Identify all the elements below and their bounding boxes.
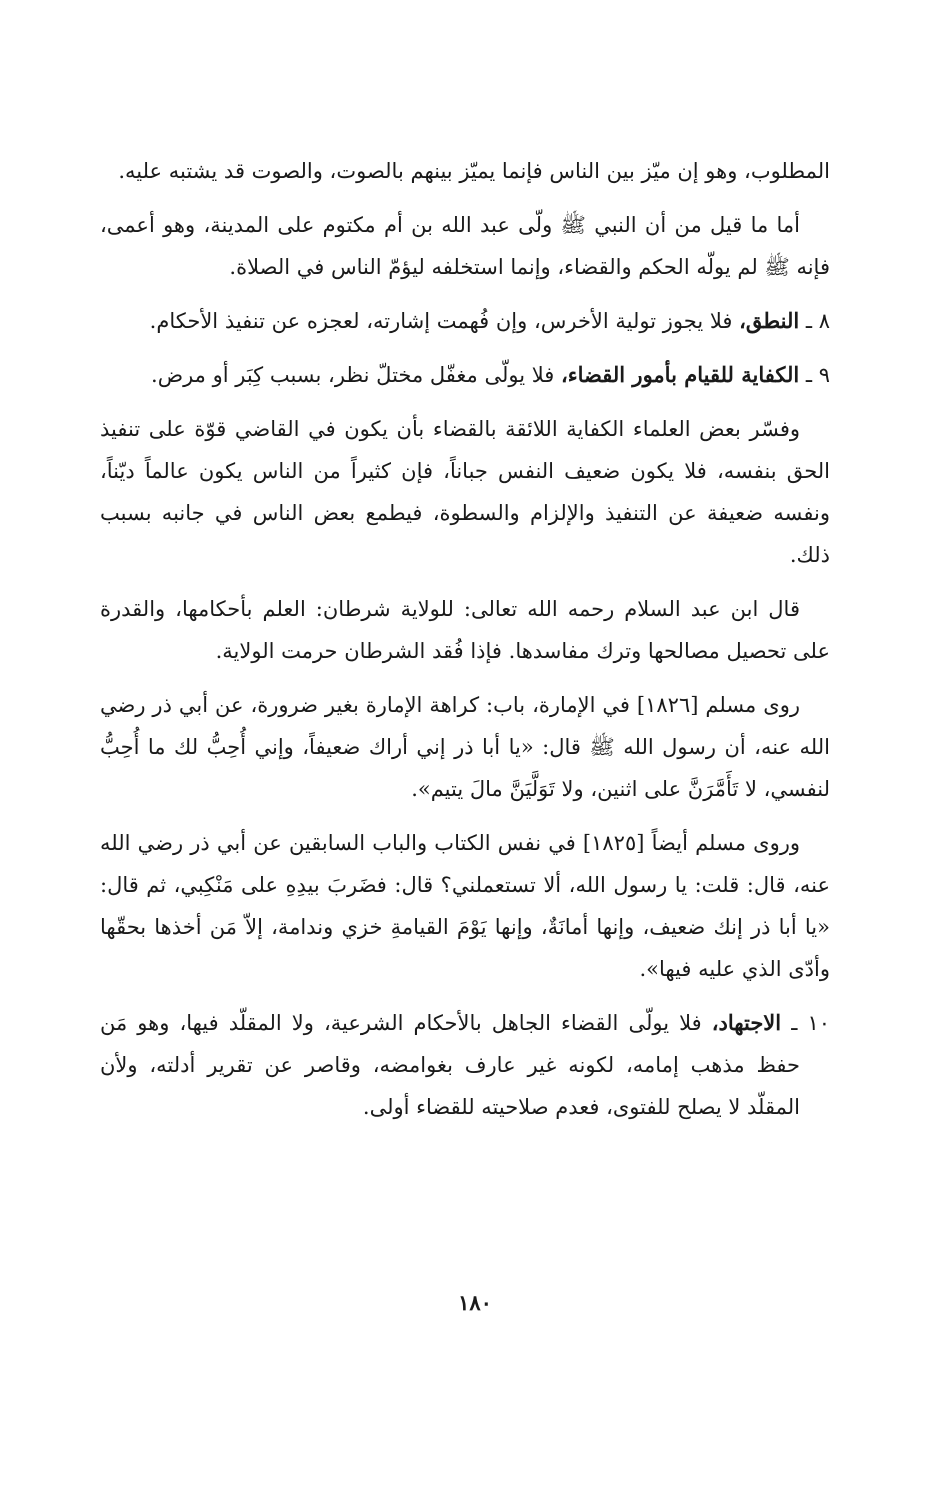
page-number: ١٨٠ — [458, 1290, 492, 1315]
item-8-number: ٨ ـ — [805, 309, 830, 333]
list-item-8 — [100, 300, 830, 342]
item-9-text: فلا يولّى مغفّل مختلّ نظر، بسبب كِبَر أو مرض. — [151, 363, 555, 387]
paragraph-6: وروى مسلم أيضاً [١٨٢٥] في نفس الكتاب والباب السابقين عن أبي ذر رضي الله عنه، قال: قلت: يا رسول الله، ألا تستعملني؟ قال: فضَربَ بيدِهِ على مَنْكِبي، ثم قال: «يا أبا ذر إنك ضعيف، وإنها أمانَةٌ، وإنها يَوْمَ القيامةِ خزي وندامة، إلاّ مَن أخذها بحقّها وأدّى الذي عليه فيها». — [100, 831, 830, 981]
item-10-heading: الاجتهاد، — [711, 1010, 782, 1035]
item-8-heading: النطق، — [739, 308, 800, 333]
paragraph-5: روى مسلم [١٨٢٦] في الإمارة، باب: كراهة الإمارة بغير ضرورة، عن أبي ذر رضي الله عنه، أن رسول الله ﷺ قال: «يا أبا ذر إني أراك ضعيفاً، وإني أُحِبُّ لك ما أُحِبُّ لنفسي، لا تَأَمَّرَنَّ على اثنين، ولا تَوَلَّيَنَّ مالَ يتيم». — [100, 693, 830, 801]
paragraph-3: وفسّر بعض العلماء الكفاية اللائقة بالقضاء بأن يكون في القاضي قوّة على تنفيذ الحق بنفسه، فلا يكون ضعيف النفس جباناً، فإن كثيراً من الناس يكون عالماً ديّناً، ونفسه ضعيفة عن التنفيذ والإلزام والسطوة، فيطمع بعض الناس في جانبه بسبب ذلك. — [100, 417, 830, 567]
item-9-heading: الكفاية للقيام بأمور القضاء، — [561, 362, 800, 387]
item-9-number: ٩ ـ — [805, 363, 830, 387]
paragraph-1: المطلوب، وهو إن ميّز بين الناس فإنما يميّز بينهم بالصوت، والصوت قد يشتبه عليه. — [118, 159, 830, 183]
paragraph-2: أما ما قيل من أن النبي ﷺ ولّى عبد الله بن أم مكتوم على المدينة، وهو أعمى، فإنه ﷺ لم يولّه الحكم والقضاء، وإنما استخلفه ليؤمّ الناس في الصلاة. — [100, 213, 830, 279]
paragraph-4: قال ابن عبد السلام رحمه الله تعالى: للولاية شرطان: العلم بأحكامها، والقدرة على تحصيل مصالحها وترك مفاسدها. فإذا فُقد الشرطان حرمت الولاية. — [100, 597, 830, 663]
item-10-number: ١٠ ـ — [791, 1011, 830, 1035]
item-8-text: فلا يجوز تولية الأخرس، وإن فُهمت إشارته، لعجزه عن تنفيذ الأحكام. — [149, 309, 733, 333]
list-item-9 — [100, 354, 830, 396]
page-body — [100, 150, 830, 1450]
list-item-10 — [100, 1002, 830, 1128]
item-10-text: فلا يولّى القضاء الجاهل بالأحكام الشرعية، ولا المقلّد فيها، وهو مَن حفظ مذهب إمامه، لكونه غير عارف بغوامضه، وقاصر عن تقرير أدلته، ولأن المقلّد لا يصلح للفتوى، فعدم صلاحيته للقضاء أولى. — [100, 1011, 800, 1119]
